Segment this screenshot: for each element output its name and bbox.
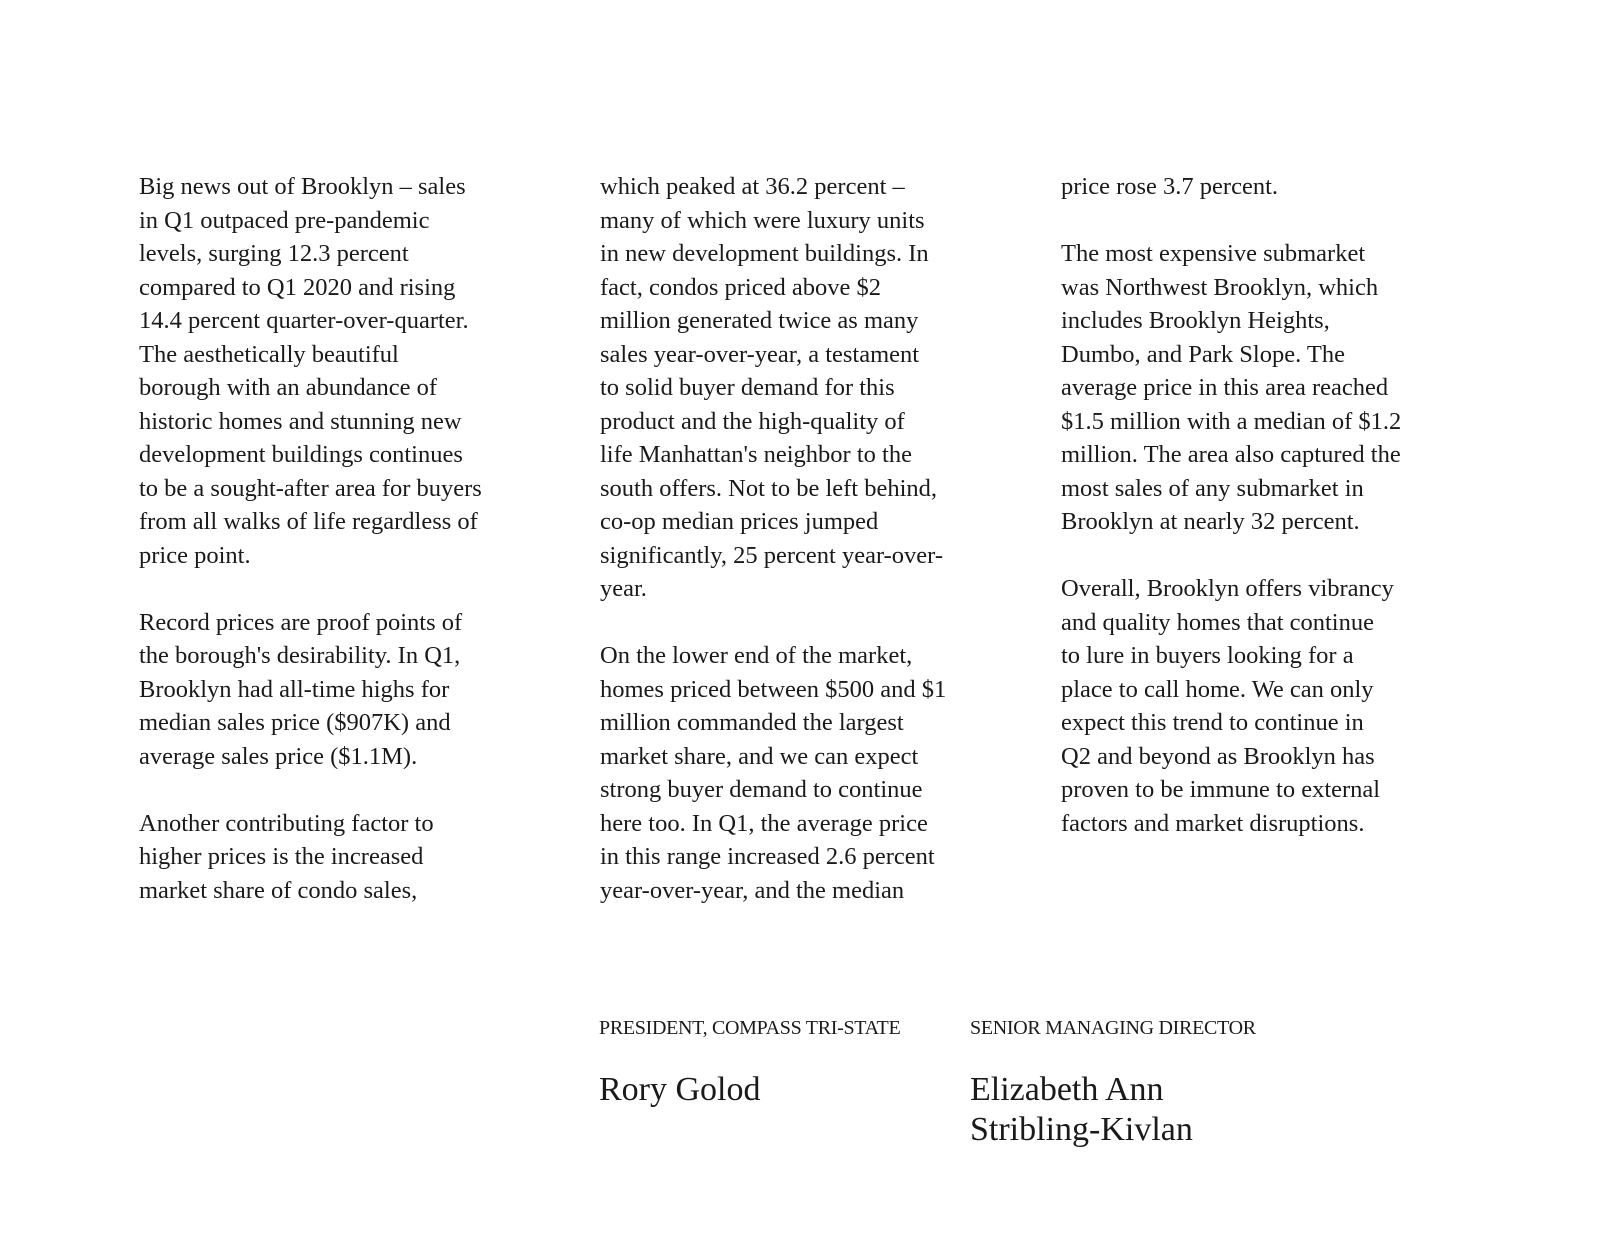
body-paragraph xyxy=(600,639,1010,907)
text-line: million generated twice as many xyxy=(600,307,919,334)
text-line: factors and market disruptions. xyxy=(1061,809,1365,837)
text-line: year-over-year, and the median xyxy=(600,876,905,904)
signature-name-line: Stribling-Kivlan xyxy=(970,1111,1193,1148)
text-line: from all walks of life regardless of xyxy=(139,508,478,535)
signature-title: PRESIDENT, COMPASS TRI-STATE xyxy=(599,1017,901,1039)
text-line: borough with an abundance of xyxy=(139,374,437,401)
text-line: homes priced between $500 and $1 xyxy=(600,675,947,703)
body-paragraph xyxy=(139,170,549,572)
body-paragraph xyxy=(139,606,549,774)
text-line: and quality homes that continue xyxy=(1061,608,1374,636)
text-line: Another contributing factor to xyxy=(139,809,434,837)
text-line: compared to Q1 2020 and rising xyxy=(139,273,456,301)
text-line: proven to be immune to external xyxy=(1061,776,1381,803)
text-line: Overall, Brooklyn offers vibrancy xyxy=(1061,575,1394,602)
text-line: most sales of any submarket in xyxy=(1061,474,1364,502)
text-line: development buildings continues xyxy=(139,441,463,468)
text-line: to lure in buyers looking for a xyxy=(1061,642,1354,669)
text-line: The aesthetically beautiful xyxy=(139,340,399,368)
text-line: includes Brooklyn Heights, xyxy=(1061,307,1330,334)
text-line: place to call home. We can only xyxy=(1061,675,1374,703)
text-line: price rose 3.7 percent. xyxy=(1061,173,1278,200)
text-line: the borough's desirability. In Q1, xyxy=(139,642,461,669)
text-line: Dumbo, and Park Slope. The xyxy=(1061,340,1345,368)
signature-name-line: Elizabeth Ann xyxy=(970,1071,1164,1108)
text-line: Brooklyn at nearly 32 percent. xyxy=(1061,508,1360,535)
text-line: strong buyer demand to continue xyxy=(600,776,923,803)
text-line: which peaked at 36.2 percent – xyxy=(600,173,905,200)
text-line: average sales price ($1.1M). xyxy=(139,742,418,770)
text-line: south offers. Not to be left behind, xyxy=(600,474,938,502)
text-line: Record prices are proof points of xyxy=(139,608,463,636)
text-line: sales year-over-year, a testament xyxy=(600,340,920,368)
text-column-1 xyxy=(139,170,549,941)
text-line: higher prices is the increased xyxy=(139,843,424,870)
body-paragraph xyxy=(1061,572,1471,840)
text-line: market share of condo sales, xyxy=(139,876,418,904)
text-line: Brooklyn had all-time highs for xyxy=(139,675,450,703)
text-column-3 xyxy=(1061,170,1471,874)
text-line: expect this trend to continue in xyxy=(1061,709,1364,736)
text-line: life Manhattan's neighbor to the xyxy=(600,441,912,468)
signature-title: SENIOR MANAGING DIRECTOR xyxy=(970,1017,1256,1039)
text-line: many of which were luxury units xyxy=(600,206,925,234)
body-paragraph xyxy=(600,170,1010,606)
signature-name xyxy=(599,1070,900,1110)
body-paragraph xyxy=(1061,237,1471,539)
text-line: in this range increased 2.6 percent xyxy=(600,843,935,870)
text-column-2 xyxy=(600,170,1010,941)
text-line: Q2 and beyond as Brooklyn has xyxy=(1061,742,1375,770)
text-line: levels, surging 12.3 percent xyxy=(139,240,409,267)
text-line: The most expensive submarket xyxy=(1061,240,1366,267)
signature-block-senior-managing-director xyxy=(970,1016,1256,1150)
text-line: million commanded the largest xyxy=(600,709,904,736)
text-line: million. The area also captured the xyxy=(1061,441,1401,468)
text-line: to be a sought-after area for buyers xyxy=(139,474,482,502)
text-line: product and the high-quality of xyxy=(600,407,905,435)
body-paragraph xyxy=(1061,170,1471,204)
signature-name-line: Rory Golod xyxy=(599,1071,761,1108)
text-line: was Northwest Brooklyn, which xyxy=(1061,273,1379,301)
text-line: here too. In Q1, the average price xyxy=(600,809,928,837)
body-paragraph xyxy=(139,807,549,908)
text-line: $1.5 million with a median of $1.2 xyxy=(1061,407,1402,435)
signature-block-president xyxy=(599,1016,900,1110)
text-line: Big news out of Brooklyn – sales xyxy=(139,173,466,200)
text-line: to solid buyer demand for this xyxy=(600,374,895,401)
text-line: On the lower end of the market, xyxy=(600,642,913,669)
text-line: historic homes and stunning new xyxy=(139,407,462,435)
text-line: significantly, 25 percent year-over- xyxy=(600,541,943,569)
text-line: median sales price ($907K) and xyxy=(139,709,451,736)
text-line: co-op median prices jumped xyxy=(600,508,879,535)
text-line: price point. xyxy=(139,541,251,569)
text-line: in new development buildings. In xyxy=(600,240,929,267)
text-line: market share, and we can expect xyxy=(600,742,919,770)
text-line: average price in this area reached xyxy=(1061,374,1389,401)
text-line: in Q1 outpaced pre-pandemic xyxy=(139,206,430,234)
text-line: 14.4 percent quarter-over-quarter. xyxy=(139,307,469,334)
text-line: fact, condos priced above $2 xyxy=(600,273,881,301)
signature-name xyxy=(970,1070,1256,1150)
text-line: year. xyxy=(600,575,647,602)
